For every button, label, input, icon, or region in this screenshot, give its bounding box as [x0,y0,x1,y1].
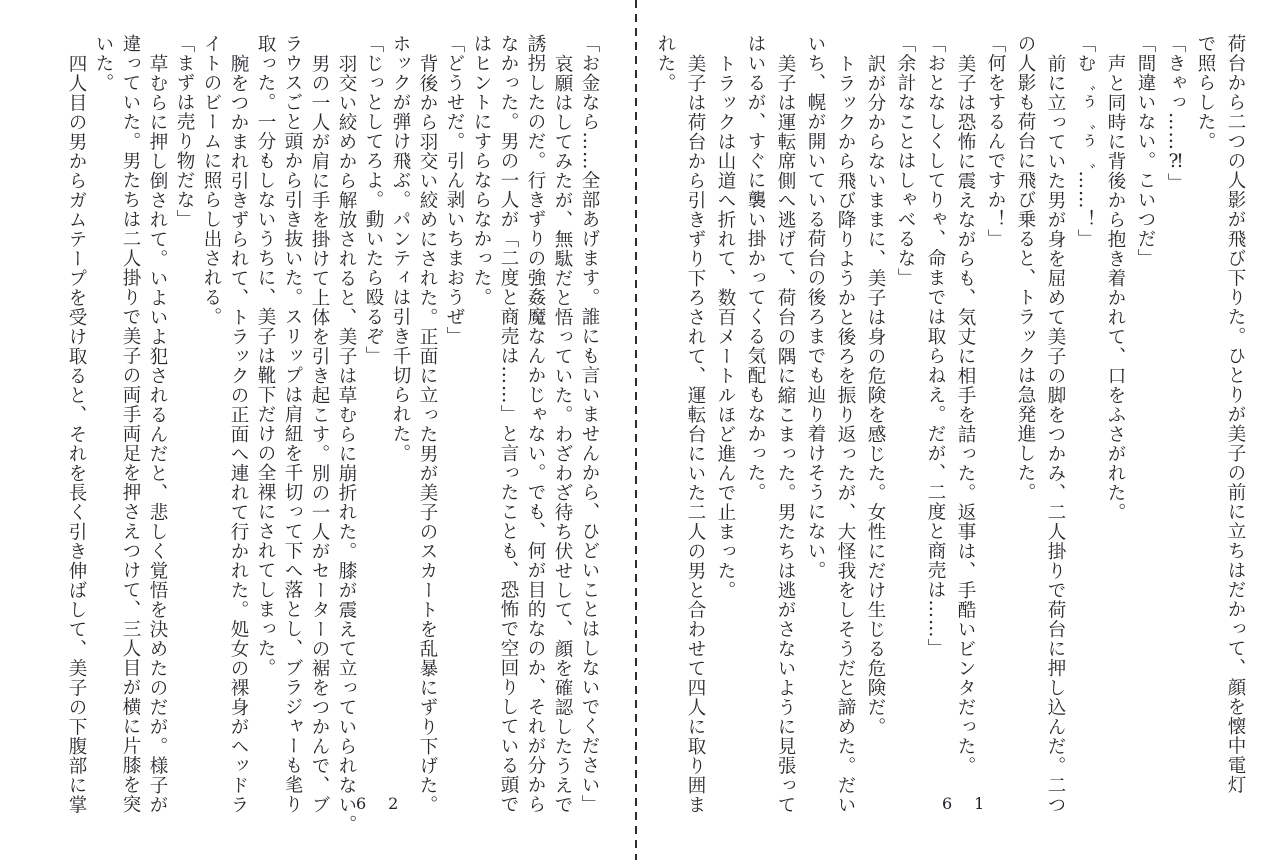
vertical-text-block-right [650,34,1250,860]
text-column: いち、幌が開いている荷台の後ろまでも辿り着けそうにない。 [805,34,826,580]
text-column: いた。 [93,34,114,93]
text-column: で照らした。 [1195,34,1216,151]
text-column: イトのビームに照らし出される。 [201,34,222,327]
text-column: 羽交い絞めから解放されると、美子は草むらに崩折れた。膝が震えて立っていられない。 [336,54,357,834]
text-column: 哀願はしてみたが、無駄だと悟っていた。わざわざ待ち伏せして、顔を確認したうえで [552,54,573,815]
text-column: 背後から羽交い絞めにされた。正面に立った男が美子のスカートを乱暴にずり下げた。 [417,54,438,815]
text-column: 「む゛ぅ゛ぅ゛……！」 [1075,34,1096,249]
text-column: 美子は恐怖に震えながらも、気丈に相手を詰った。返事は、手酷いビンタだった。 [955,54,976,776]
text-column: ラウスごと頭から引き抜いた。スリップは肩紐を千切って下へ落とし、ブラジャーも毟り [282,34,303,814]
text-column: 「どうせだ。引ん剥いちまおうぜ」 [444,34,465,346]
text-column: 腕をつかまれ引きずられて、トラックの正面へ連れて行かれた。処女の裸身がヘッドラ [228,54,249,815]
text-column: 「きゃっ……⁈」 [1165,34,1186,193]
page-number: 61 [942,794,1007,813]
text-column: 荷台から二つの人影が飛び下りた。ひとりが美子の前に立ちはだかって、顔を懐中電灯 [1225,34,1246,795]
text-column: の人影も荷台に飛び乗ると、トラックは急発進した。 [1015,34,1036,502]
text-column: 美子は運転席側へ逃げて、荷台の隅に縮こまった。男たちは逃がさないように見張って [775,54,796,815]
text-column: トラックから飛び降りようかと後ろを振り返ったが、大怪我をしそうだと諦めた。だい [835,54,856,815]
text-column: なかった。男の一人が「二度と商売は……」と言ったことも、恐怖で空回りしている頭で [498,34,519,814]
text-column: 取った。一分もしないうちに、美子は靴下だけの全裸にされてしまった。 [255,34,276,678]
text-column: 「じっとしてろよ。動いたら殴るぞ」 [363,34,384,366]
text-column: 「余計なことはしゃべるな」 [895,34,916,288]
page-number: 62 [356,794,421,813]
text-column: 四人目の男からガムテープを受け取ると、それを長く引き伸ばして、美子の下腹部に掌 [66,54,87,815]
text-column: 訳が分からないままに、美子は身の危険を感じた。女性にだけ生じる危険だ。 [865,54,886,737]
text-column: はいるが、すぐに襲い掛かってくる気配もなかった。 [745,34,766,502]
page-right-61 [637,0,1280,860]
text-column: 「おとなしくしてりゃ、命までは取らねえ。だが、二度と商売は……」 [925,34,946,658]
text-column: 声と同時に背後から抱き着かれて、口をふさがれた。 [1105,54,1126,522]
page-left-62 [0,0,637,860]
text-column: 「間違いない。こいつだ」 [1135,34,1156,268]
text-column: はヒントにすらならなかった。 [471,34,492,307]
text-column: 「お金なら……全部あげます。誰にも言いませんから、ひどいことはしないでください」 [579,34,600,814]
text-column: 誘拐したのだ。行きずりの強姦魔なんかじゃない。でも、何が目的なのか、それが分から [525,34,546,814]
text-column: 「まずは売り物だな」 [174,34,195,229]
vertical-text-block-left [63,34,603,860]
text-column: れた。 [655,34,676,93]
text-column: 美子は荷台から引きずり下ろされて、運転台にいた二人の男と合わせて四人に取り囲ま [685,54,706,815]
text-column: 前に立っていた男が身を屈めて美子の脚をつかみ、二人掛りで荷台に押し込んだ。二つ [1045,54,1066,815]
text-column: 草むらに押し倒されて。いよいよ犯されるんだと、悲しく覚悟を決めたのだが。様子が [147,54,168,815]
text-column: 男の一人が肩に手を掛けて上体を引き起こす。別の一人がセーターの裾をつかんで、ブ [309,54,330,815]
text-column: ホックが弾け飛ぶ。パンティは引き千切られた。 [390,34,411,463]
text-column: トラックは山道へ折れて、数百メートルほど進んで止まった。 [715,54,736,600]
text-column: 違っていた。男たちは二人掛りで美子の両手両足を押さえつけて、三人目が横に片膝を突 [120,34,141,814]
text-column: 「何をするんですか！」 [985,34,1006,249]
